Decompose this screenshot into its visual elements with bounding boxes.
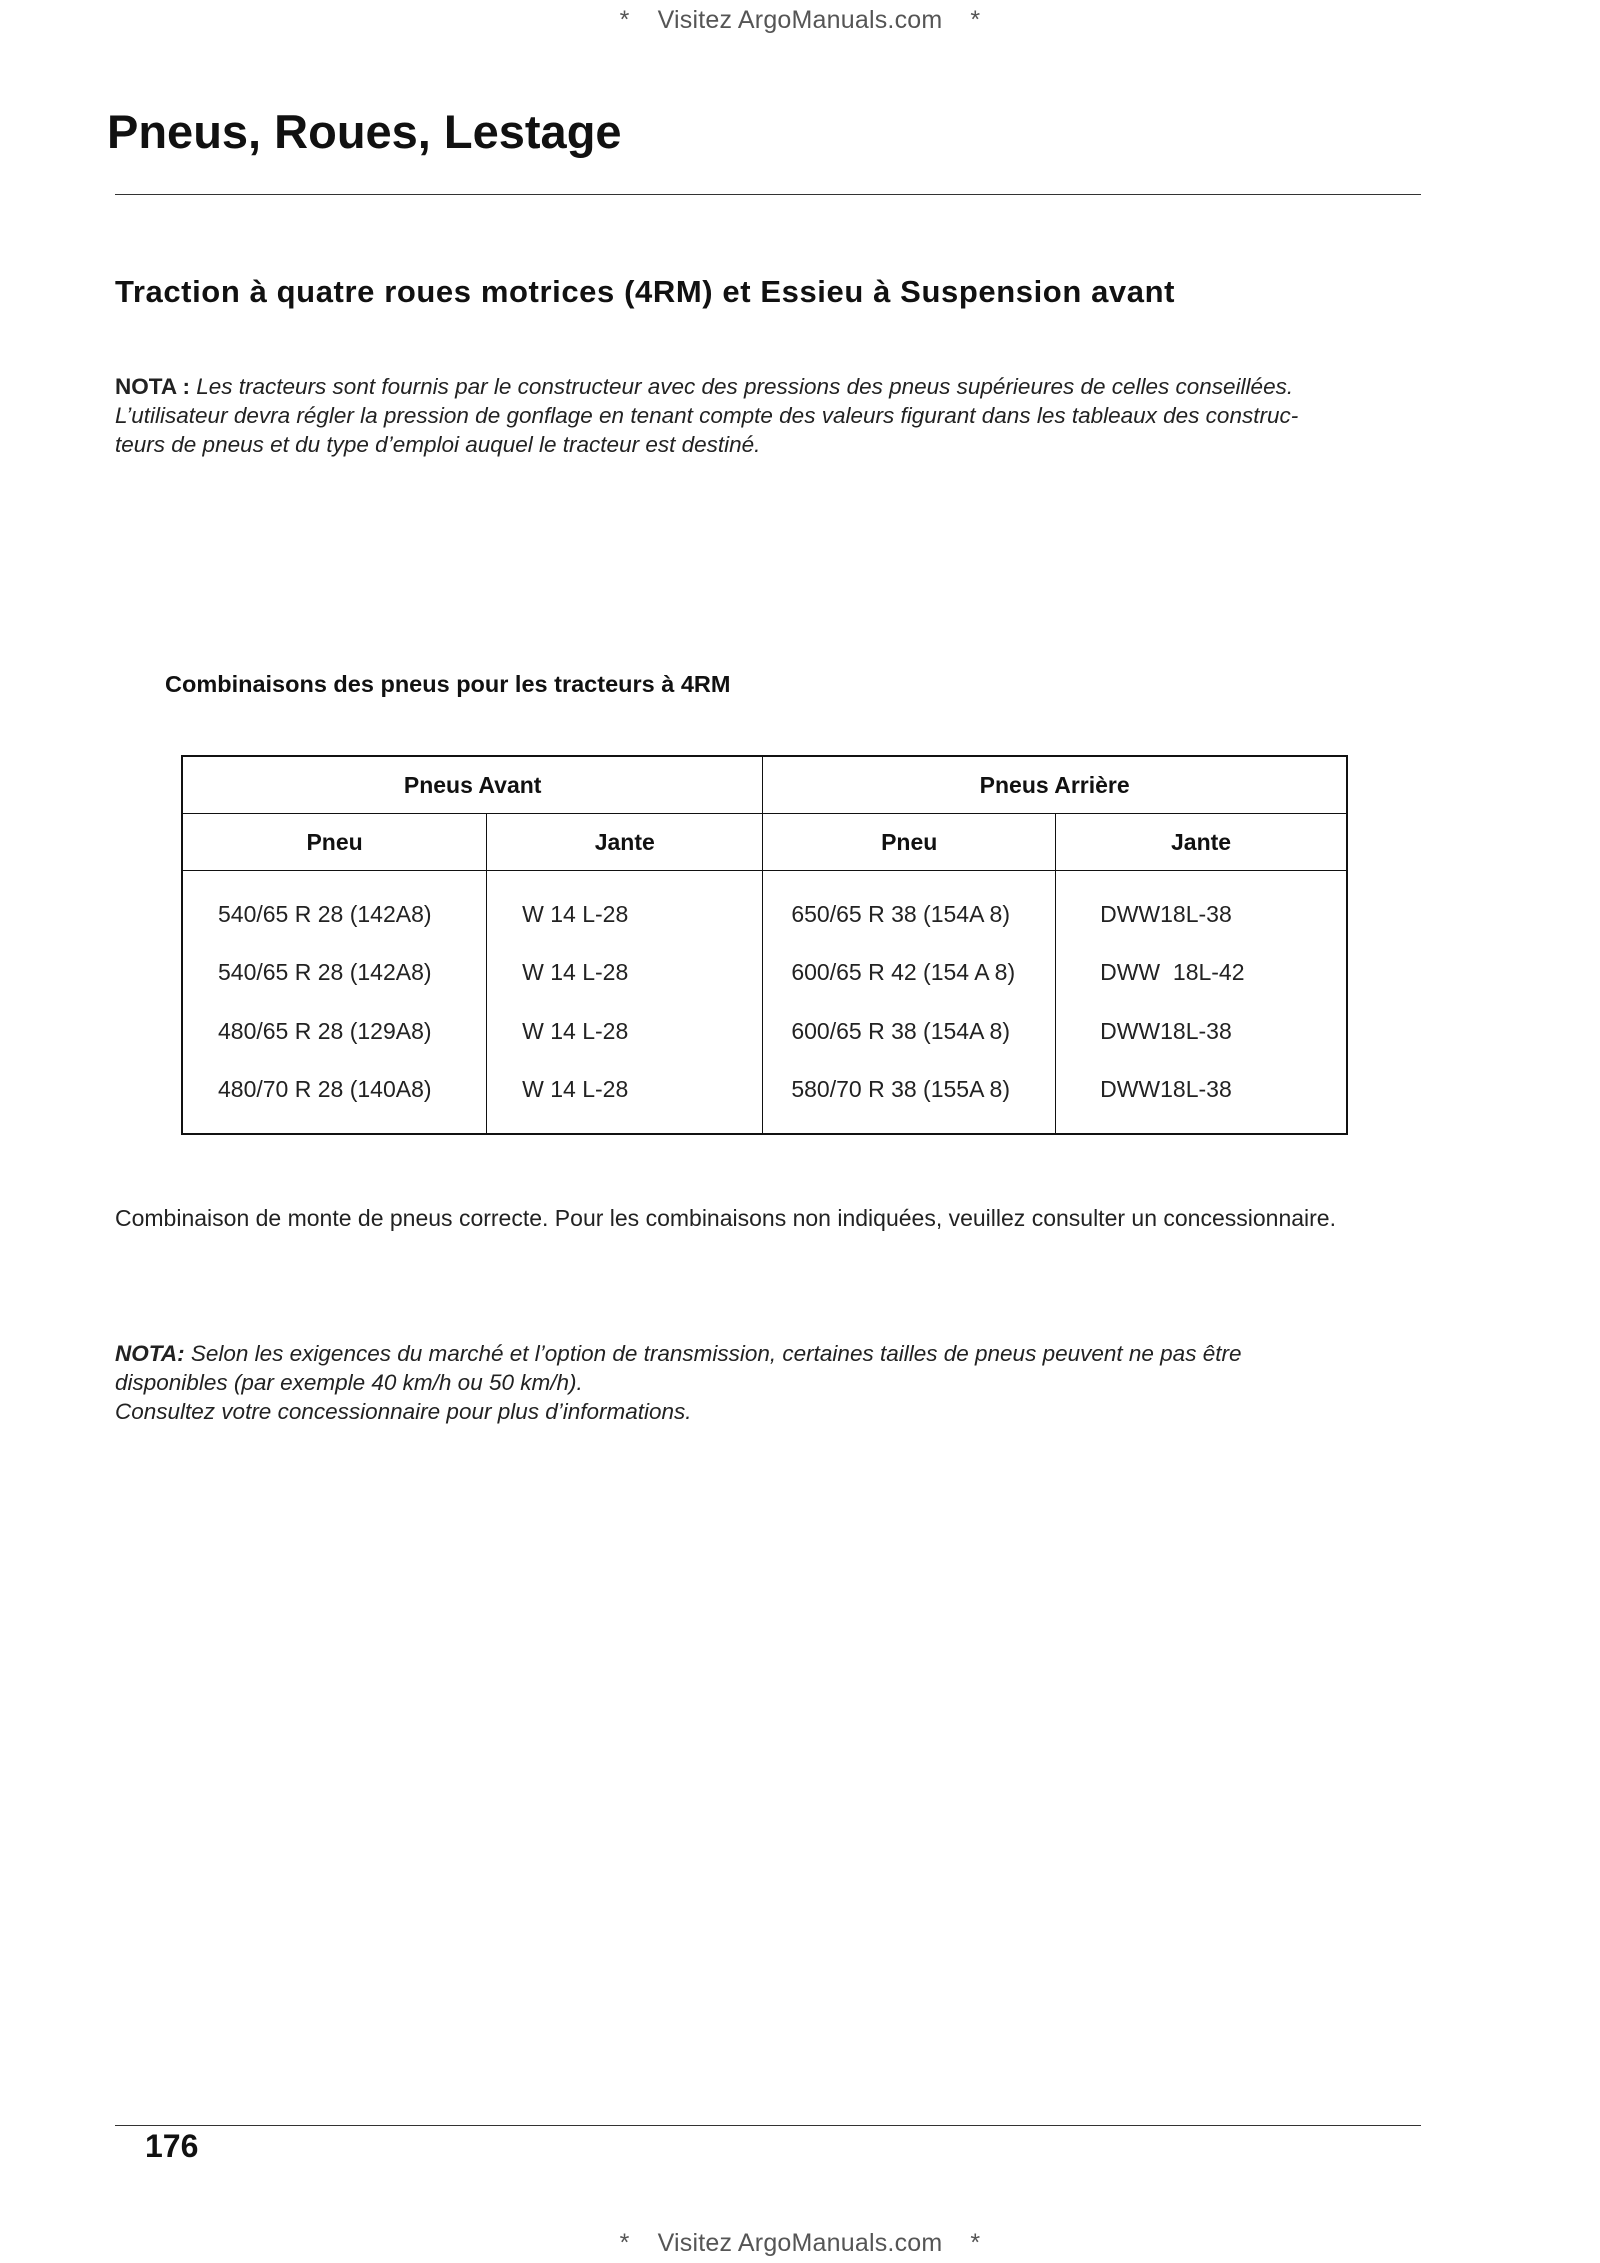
cell-front-tire: 540/65 R 28 (142A8) (182, 871, 487, 944)
cell-rear-tire: 650/65 R 38 (154A 8) (763, 871, 1056, 944)
note-line (115, 1339, 1435, 1368)
table-caption: Combinaisons des pneus pour les tracteurs à 4RM (165, 671, 731, 697)
watermark-star: * (970, 2229, 981, 2257)
watermark-star: * (970, 6, 981, 34)
cell-front-tire: 540/65 R 28 (142A8) (182, 944, 487, 1003)
footer-divider (115, 2125, 1421, 2126)
cell-rear-rim: DWW18L-38 (1056, 1002, 1347, 1061)
cell-front-rim: W 14 L-28 (487, 1002, 763, 1061)
cell-rear-tire: 600/65 R 42 (154 A 8) (763, 944, 1056, 1003)
header-front-tire: Pneu (182, 814, 487, 871)
cell-front-tire: 480/65 R 28 (129A8) (182, 1002, 487, 1061)
note-line: L’utilisateur devra régler la pression de gonflage en tenant compte des valeurs figurant dans les tableaux des construc- (115, 403, 1299, 428)
watermark-text: Visitez ArgoManuals.com (657, 2229, 943, 2257)
table-row (182, 944, 1347, 1003)
cell-front-tire: 480/70 R 28 (140A8) (182, 1061, 487, 1135)
table-group-header-row (182, 756, 1347, 814)
header-rear-tire: Pneu (763, 814, 1056, 871)
watermark-footer (0, 2229, 1600, 2258)
note-text: Les tracteurs sont fournis par le constructeur avec des pressions des pneus supérieures de celles conseillées. (196, 374, 1294, 399)
watermark-text: Visitez ArgoManuals.com (657, 6, 943, 34)
table-column-header-row (182, 814, 1347, 871)
note-label: NOTA : (115, 374, 190, 399)
tire-combinations-table (181, 755, 1348, 1135)
note-text: Selon les exigences du marché et l’option de transmission, certaines tailles de pneus peuvent ne pas être (190, 1341, 1242, 1366)
cell-rear-rim: DWW 18L-42 (1056, 944, 1347, 1003)
table-row (182, 1002, 1347, 1061)
note-line (115, 372, 1435, 401)
cell-rear-tire: 580/70 R 38 (155A 8) (763, 1061, 1056, 1135)
header-front-tires: Pneus Avant (182, 756, 763, 814)
table-row (182, 1061, 1347, 1135)
page-title: Pneus, Roues, Lestage (107, 105, 622, 158)
cell-rear-tire: 600/65 R 38 (154A 8) (763, 1002, 1056, 1061)
section-title: Traction à quatre roues motrices (4RM) et Essieu à Suspension avant (115, 274, 1176, 309)
note-label: NOTA: (115, 1341, 185, 1366)
watermark-star: * (619, 6, 630, 34)
header-front-rim: Jante (487, 814, 763, 871)
cell-rear-rim: DWW18L-38 (1056, 871, 1347, 944)
watermark-star: * (619, 2229, 630, 2257)
note-line: Consultez votre concessionnaire pour plus d’informations. (115, 1399, 692, 1424)
page-number: 176 (145, 2128, 199, 2164)
note-line: teurs de pneus et du type d’emploi auquel le tracteur est destiné. (115, 432, 761, 457)
cell-rear-rim: DWW18L-38 (1056, 1061, 1347, 1135)
header-rear-rim: Jante (1056, 814, 1347, 871)
header-divider (115, 194, 1421, 195)
nota-availability-note (115, 1339, 1435, 1426)
note-line: disponibles (par exemple 40 km/h ou 50 km/h). (115, 1370, 583, 1395)
cell-front-rim: W 14 L-28 (487, 871, 763, 944)
header-rear-tires: Pneus Arrière (763, 756, 1347, 814)
watermark-header (0, 6, 1600, 35)
table-row (182, 871, 1347, 944)
cell-front-rim: W 14 L-28 (487, 1061, 763, 1135)
combination-info-text: Combinaison de monte de pneus correcte. Pour les combinaisons non indiquées, veuillez consulter un concessionnaire. (115, 1205, 1336, 1231)
nota-pressure-note (115, 372, 1435, 459)
cell-front-rim: W 14 L-28 (487, 944, 763, 1003)
